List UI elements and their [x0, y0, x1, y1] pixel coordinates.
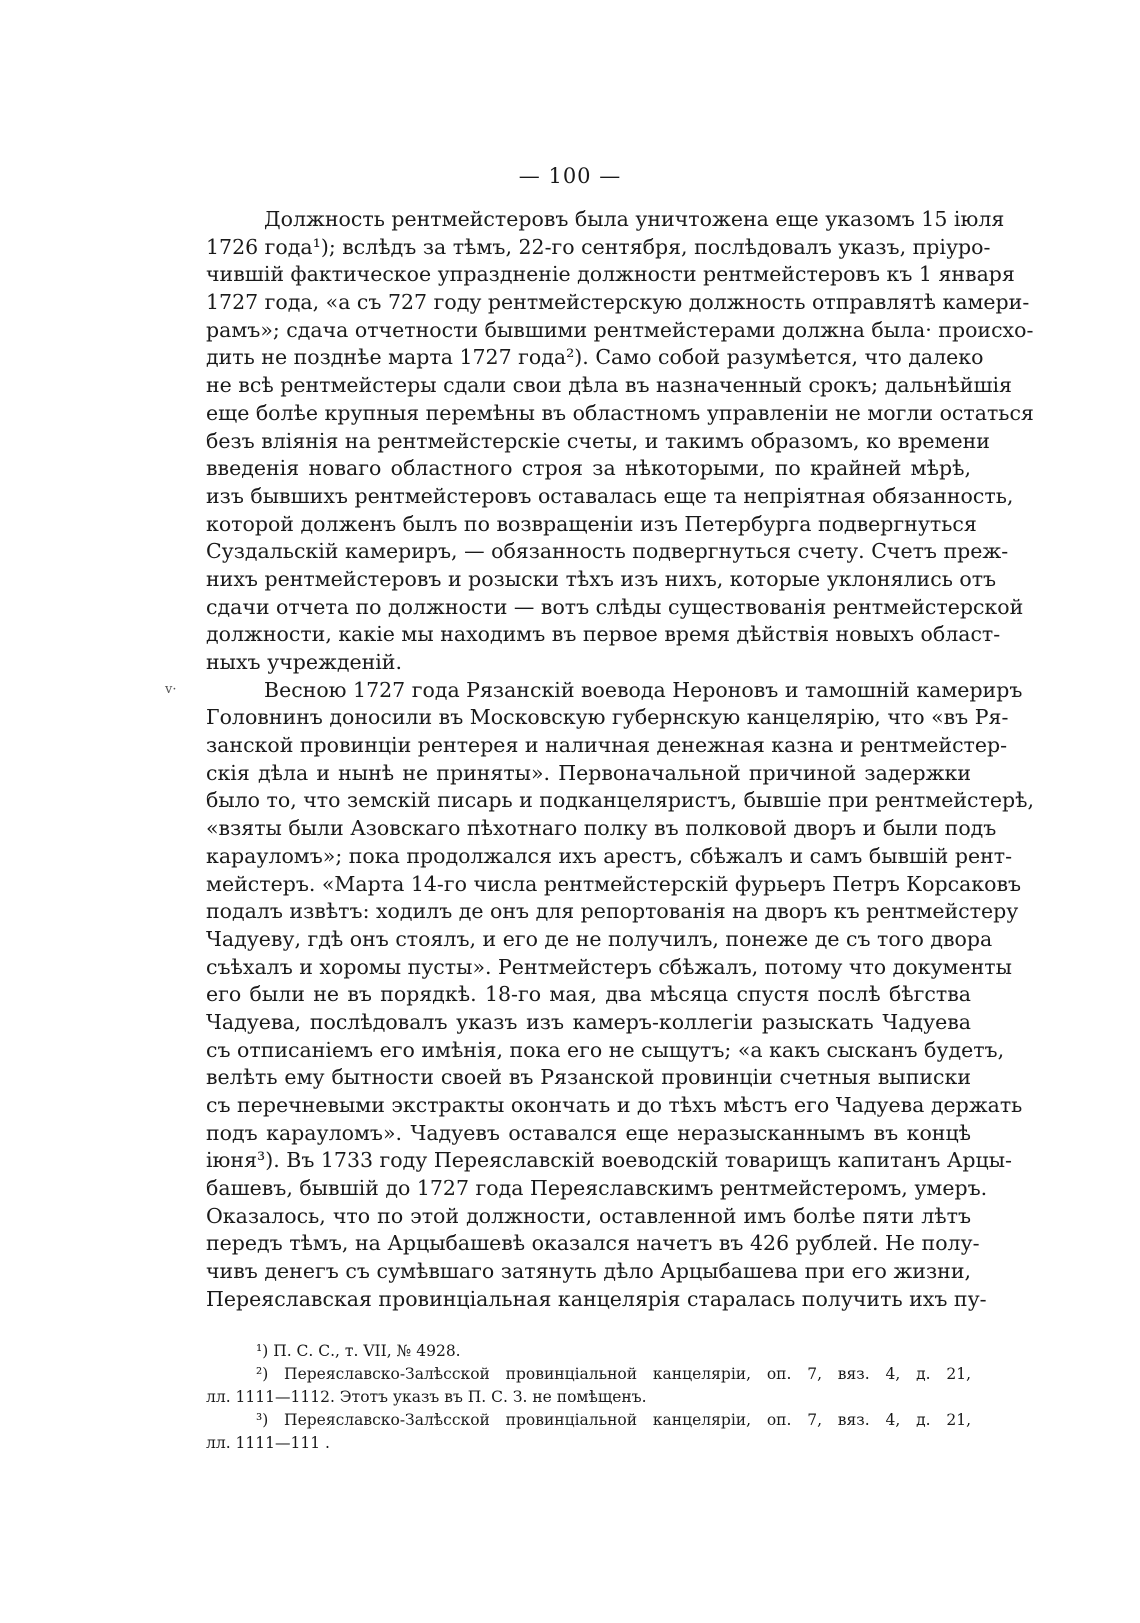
text-line: еще болѣе крупныя перемѣны въ областномъ управленіи не могли остаться — [206, 400, 1034, 425]
text-line: не всѣ рентмейстеры сдали свои дѣла въ назначенный срокъ; дальнѣйшія — [206, 373, 1012, 398]
text-line: введенія новаго областного строя за нѣкоторыми, по крайней мѣрѣ, — [206, 456, 971, 481]
text-line: съ отписаніемъ его имѣнія, пока его не сыщутъ; «а какъ сысканъ будетъ, — [206, 1037, 1005, 1062]
footnote — [206, 1409, 971, 1455]
margin-mark: v· — [165, 682, 177, 697]
text-line: безъ вліянія на рентмейстерскіе счеты, и такимъ образомъ, ко времени — [206, 428, 990, 453]
text-line: которой долженъ былъ по возвращеніи изъ Петербурга подвергнуться — [206, 511, 977, 536]
text-line: его были не въ порядкѣ. 18-го мая, два мѣсяца спустя послѣ бѣгства — [206, 982, 971, 1007]
text-line: подъ карауломъ». Чадуевъ оставался еще неразысканнымъ въ концѣ — [206, 1120, 971, 1145]
text-line: сдачи отчета по должности — вотъ слѣды существованія рентмейстерской — [206, 594, 1024, 619]
footnote-line: ¹) П. С. С., т. VII, № 4928. — [256, 1342, 461, 1360]
text-line: Суздальскій камериръ, — обязанность подвергнуться счету. Счетъ преж- — [206, 539, 1009, 564]
text-line: Чадуева, послѣдовалъ указъ изъ камеръ-коллегіи разыскать Чадуева — [206, 1009, 971, 1034]
text-line: Весною 1727 года Рязанскій воевода Нероновъ и тамошній камериръ — [264, 677, 1023, 702]
text-line: башевъ, бывшій до 1727 года Переяславскимъ рентмейстеромъ, умеръ. — [206, 1176, 988, 1201]
text-line: мейстеръ. «Марта 14-го числа рентмейстерскій фурьеръ Петръ Корсаковъ — [206, 871, 1022, 896]
text-line: рамъ»; сдача отчетности бывшими рентмейстерами должна была· происхо- — [206, 317, 1034, 342]
text-line: нихъ рентмейстеровъ и розыски тѣхъ изъ нихъ, которые уклонялись отъ — [206, 566, 997, 591]
footnotes — [206, 1340, 971, 1455]
text-line: «взяты были Азовскаго пѣхотнаго полку въ полковой дворъ и были подъ — [206, 816, 997, 841]
text-line: карауломъ»; пока продолжался ихъ арестъ, сбѣжалъ и самъ бывшій рент- — [206, 843, 1013, 868]
text-line: подалъ извѣтъ: ходилъ де онъ для репортованія на дворъ къ рентмейстеру — [206, 899, 1019, 924]
text-line: 1726 года¹); вслѣдъ за тѣмъ, 22-го сентября, послѣдовалъ указъ, пріуро- — [206, 234, 991, 259]
text-line: іюня³). Въ 1733 году Переяславскій воеводскій товарищъ капитанъ Арцы- — [206, 1148, 1012, 1173]
footnote-line: ²) Переяславско-Залѣсской провинціальной канцеляріи, оп. 7, вяз. 4, д. 21, — [256, 1365, 971, 1383]
text-line: ныхъ учрежденій. — [206, 650, 402, 674]
text-line: чившій фактическое упраздненіе должности рентмейстеровъ къ 1 января — [206, 262, 1015, 287]
paragraph — [206, 206, 1034, 677]
text-line: скія дѣла и нынѣ не приняты». Первоначальной причиной задержки — [206, 760, 971, 785]
text-line: передъ тѣмъ, на Арцыбашевѣ оказался начетъ въ 426 рублей. Не полу- — [206, 1231, 980, 1256]
text-line: Головнинъ доносили въ Московскую губернскую канцелярію, что «въ Ря- — [206, 705, 1009, 730]
text-line: было то, что земскій писарь и подканцеляристъ, бывшіе при рентмейстерѣ, — [206, 788, 1034, 813]
page-number: — 100 — — [518, 164, 622, 188]
text-line: Переяславская провинціальная канцелярія старалась получить ихъ пу- — [206, 1286, 987, 1311]
text-line: съѣхалъ и хоромы пусты». Рентмейстеръ сбѣжалъ, потому что документы — [206, 954, 1012, 979]
footnote-line: лл. 1111—111 . — [206, 1434, 330, 1452]
body-text — [206, 206, 1034, 1314]
footnote — [206, 1363, 971, 1409]
footnote-line: лл. 1111—1112. Этотъ указъ въ П. С. З. не помѣщенъ. — [206, 1388, 647, 1406]
text-line: изъ бывшихъ рентмейстеровъ оставалась еще та непріятная обязанность, — [206, 483, 1014, 508]
text-line: занской провинціи рентерея и наличная денежная казна и рентмейстер- — [206, 733, 1008, 758]
text-line: Должность рентмейстеровъ была уничтожена еще указомъ 15 іюля — [264, 207, 1005, 231]
text-line: должности, какіе мы находимъ въ первое время дѣйствія новыхъ област- — [206, 622, 1001, 647]
text-line: съ перечневыми экстракты окончать и до тѣхъ мѣстъ его Чадуева держать — [206, 1093, 1023, 1117]
footnote — [206, 1340, 971, 1363]
text-line: велѣть ему бытности своей въ Рязанской провинціи счетныя выписки — [206, 1065, 971, 1090]
text-line: Оказалось, что по этой должности, оставленной имъ болѣе пяти лѣтъ — [206, 1203, 971, 1228]
text-line: чивъ денегъ съ сумѣвшаго затянуть дѣло Арцыбашева при его жизни, — [206, 1259, 971, 1284]
footnote-line: ³) Переяславско-Залѣсской провинціальной канцеляріи, оп. 7, вяз. 4, д. 21, — [256, 1411, 971, 1429]
text-line: 1727 года, «а съ 727 году рентмейстерскую должность отправлятѣ камери- — [206, 290, 1030, 315]
text-line: дить не позднѣе марта 1727 года²). Само собой разумѣется, что далеко — [206, 345, 984, 370]
text-line: Чадуеву, гдѣ онъ стоялъ, и его де не получилъ, понеже де съ того двора — [206, 926, 993, 951]
paragraph — [206, 677, 1034, 1314]
